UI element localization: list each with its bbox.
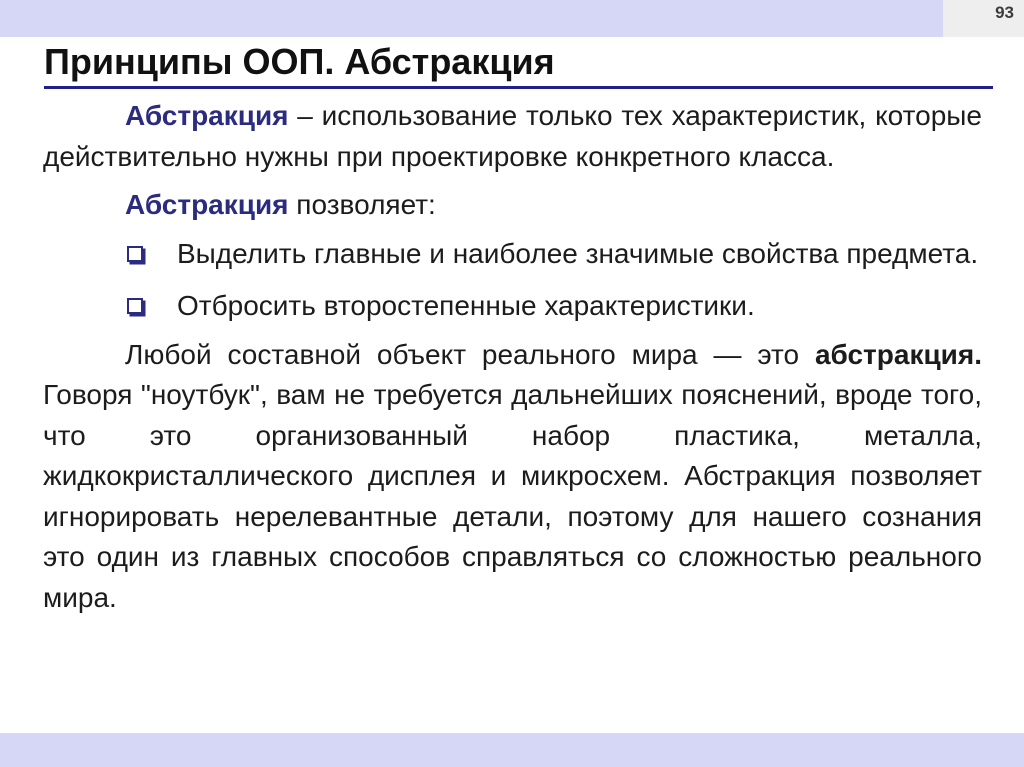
top-band xyxy=(0,0,1024,37)
slide-content xyxy=(43,96,982,618)
bullet-text: Отбросить второстепенные характеристики. xyxy=(177,290,755,321)
allows-text: позволяет: xyxy=(288,189,436,220)
allows-paragraph xyxy=(43,185,982,226)
definition-term: Абстракция xyxy=(125,100,289,131)
bullet-text: Выделить главные и наиболее значимые свойства предмета. xyxy=(177,237,979,269)
allows-term: Абстракция xyxy=(125,189,289,220)
definition-paragraph xyxy=(43,96,982,177)
paragraph-rest: Говоря "ноутбук", вам не требуется дальнейших пояснений, вроде того, что это организованный набор пластика, металла, жидкокристаллического дисплея и микросхем. Абстракция позволяет игнорировать нерелевантные детали, поэтому для нашего сознания это один из главных способов справляться со сложностью реального мира. xyxy=(43,379,982,613)
list-item xyxy=(43,286,982,327)
definition-text: – использование только тех характеристик, которые действительно нужны при проектировке конкретного класса. xyxy=(43,100,982,172)
list-item xyxy=(43,234,982,275)
bullet-list xyxy=(43,234,982,327)
slide-title: Принципы ООП. Абстракция xyxy=(44,41,555,82)
paragraph-start: Любой составной объект реального мира — это xyxy=(125,338,815,370)
page-number: 93 xyxy=(943,0,1024,37)
checkbox-bullet-icon xyxy=(127,246,143,262)
main-paragraph xyxy=(43,335,982,619)
checkbox-bullet-icon xyxy=(127,298,143,314)
paragraph-bold: абстракция. xyxy=(814,338,982,370)
bottom-band xyxy=(0,733,1024,767)
title-underline xyxy=(44,86,993,89)
